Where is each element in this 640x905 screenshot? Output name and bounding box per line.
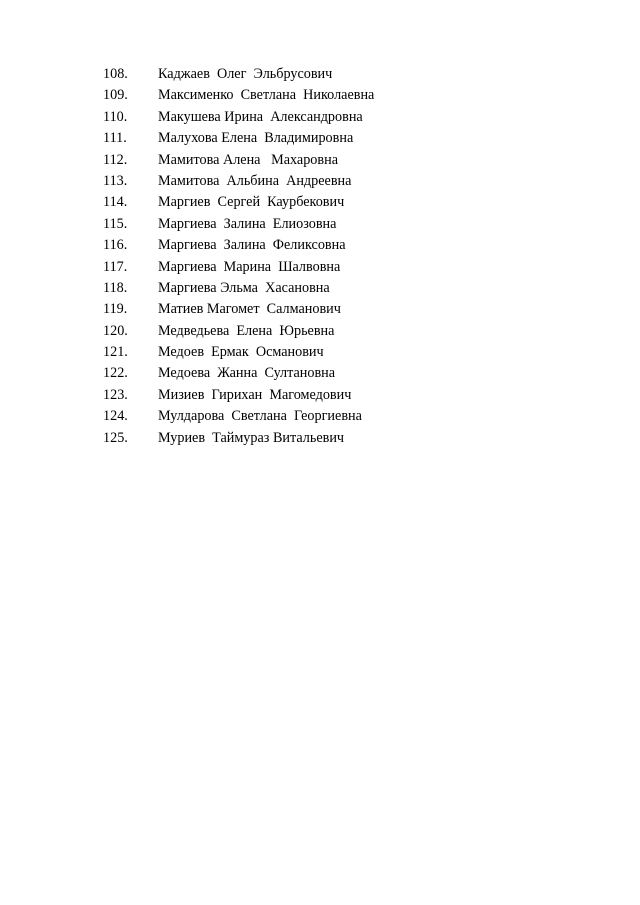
entry-name: Маргиева Марина Шалвовна <box>158 258 341 275</box>
entry-number: 114. <box>103 194 128 211</box>
list-item <box>103 171 374 192</box>
entry-number: 117. <box>103 258 128 275</box>
entry-number: 121. <box>103 344 128 361</box>
entry-number: 120. <box>103 322 128 339</box>
list-item <box>103 192 374 213</box>
entry-name: Матиев Магомет Салманович <box>158 301 341 318</box>
entry-name: Медоев Ермак Османович <box>158 344 324 361</box>
list-item <box>103 128 374 149</box>
entry-name: Маргиева Залина Елиозовна <box>158 215 337 232</box>
entry-name: Муриев Таймураз Витальевич <box>158 429 345 446</box>
list-item <box>103 64 374 85</box>
entry-name: Маргиева Эльма Хасановна <box>158 279 330 296</box>
entry-name: Медоева Жанна Султановна <box>158 365 336 382</box>
entry-name: Макушева Ирина Александровна <box>158 108 363 125</box>
list-item <box>103 299 374 320</box>
entry-number: 108. <box>103 66 128 82</box>
entry-name: Маргиева Залина Феликсовна <box>158 237 346 254</box>
entry-name: Каджаев Олег Эльбрусович <box>158 66 333 82</box>
entry-number: 112. <box>103 151 128 168</box>
entry-name: Мулдарова Светлана Георгиевна <box>158 408 362 425</box>
entry-number: 122. <box>103 365 128 382</box>
entry-number: 125. <box>103 429 128 446</box>
list-item <box>103 406 374 427</box>
list-item <box>103 257 374 278</box>
entry-number: 119. <box>103 301 128 318</box>
list-item <box>103 385 374 406</box>
entry-number: 124. <box>103 408 128 425</box>
list-item <box>103 428 374 449</box>
entry-number: 115. <box>103 215 128 232</box>
entry-number: 113. <box>103 172 128 189</box>
entry-number: 111. <box>103 130 127 147</box>
entry-name: Максименко Светлана Николаевна <box>158 87 375 104</box>
entry-name: Мамитова Альбина Андреевна <box>158 172 352 189</box>
list-item <box>103 363 374 384</box>
entry-number: 109. <box>103 87 128 104</box>
list-item <box>103 150 374 171</box>
entry-name: Маргиев Сергей Каурбекович <box>158 194 345 211</box>
list-item <box>103 85 374 106</box>
list-item <box>103 107 374 128</box>
entry-number: 116. <box>103 237 128 254</box>
entry-name: Медведьева Елена Юрьевна <box>158 322 335 339</box>
list-item <box>103 321 374 342</box>
entry-number: 110. <box>103 108 128 125</box>
entry-name: Малухова Елена Владимировна <box>158 130 354 147</box>
list-item <box>103 342 374 363</box>
list-item <box>103 214 374 235</box>
entry-number: 118. <box>103 279 128 296</box>
entry-number: 123. <box>103 386 128 403</box>
list-item <box>103 235 374 256</box>
entry-name: Мизиев Гирихан Магомедович <box>158 386 352 403</box>
entry-name: Мамитова Алена Махаровна <box>158 151 338 168</box>
name-list <box>103 64 374 449</box>
list-item <box>103 278 374 299</box>
